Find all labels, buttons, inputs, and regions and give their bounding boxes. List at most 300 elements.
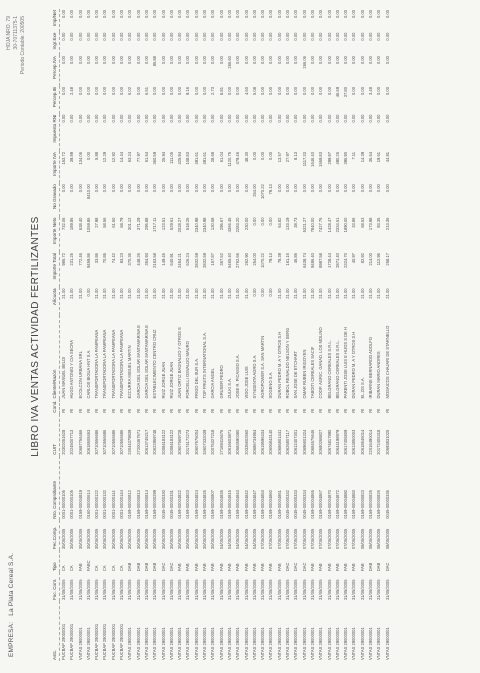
table-cell: 0.00 [285,114,291,123]
table-cell: 0159-00004822 [177,490,183,519]
table-cell: 367.52 [218,253,224,266]
table-cell: 0.00 [202,56,208,65]
table-cell: 04/05/2005 [218,528,224,550]
table-cell: 28.68 [210,152,216,163]
table-cell: 0.00 [135,32,141,41]
table-cell: 30/05/2005 [160,528,166,550]
table-cell: 04/05/2005 [226,528,232,550]
table-cell: 44.81 [384,152,390,163]
table-cell: 0.00 [235,32,241,41]
table-cell: 0.00 [243,56,249,65]
table-cell: 21.00 [276,288,282,299]
table-cell: 82.92 [359,253,365,264]
table-cell: 2832.59 [193,253,199,268]
table-row [101,9,109,661]
table-cell: 0.00 [102,114,108,123]
table-cell: 21.00 [127,288,133,299]
table-cell: VNTAS 29000001 [318,627,324,660]
table-cell: 0.00 [276,87,282,95]
table-cell: 30/05/2005 [193,528,199,550]
table-cell: 31/05/2005 [77,579,83,600]
table-cell: 0.00 [251,217,257,226]
table-cell: 0001-00000122 [94,490,100,519]
table-cell: 448.26 [135,253,141,266]
table-cell: CA [94,565,100,572]
table-cell: 0.00 [168,56,174,65]
table-cell: 30/05/2005 [210,528,216,550]
table-cell: DAB [143,562,149,572]
table-cell: 213.36 [384,217,390,231]
table-cell: 27169415676 [218,429,224,455]
company-label: EMPRESA: [8,621,15,657]
table-cell: 0.00 [301,32,307,41]
table-cell: 364.93 [143,253,149,266]
table-cell: 0.00 [210,184,216,193]
table-cell: VNTAS 29000001 [85,627,91,660]
column-header: Fec.Comp. [52,520,60,550]
table-cell: 0.00 [152,184,158,193]
table-cell: 2.48 [69,87,75,95]
table-cell: 0.00 [343,56,349,65]
table-cell: 27.97 [285,152,291,163]
table-row [334,9,342,661]
table-cell: 0.00 [384,32,390,41]
table-cell: RI [143,408,149,413]
table-cell: 0159-00000299 [152,490,158,519]
table-cell: 123.51 [160,217,166,231]
table-cell: 0.00 [135,114,141,123]
table-row [93,9,101,661]
table-cell: 21.00 [202,288,208,299]
table-cell: 5321.27 [301,217,307,233]
table-cell: 0.00 [185,184,191,193]
table-cell: FAB [226,563,232,572]
table-cell: 0159-00000807 [210,490,216,519]
table-cell: 39.89 [69,152,75,163]
table-cell: 31/05/2005 [110,579,116,600]
table-row [259,9,267,661]
table-cell: 21.00 [185,288,191,299]
table-cell: 0.00 [359,10,365,18]
table-row [209,9,217,661]
table-cell: VNTAS 29000001 [243,627,249,660]
table-cell: 30696601324 [301,429,307,455]
table-cell: RI [218,408,224,413]
table-cell: 31/05/2005 [160,579,166,600]
table-row [135,9,143,661]
table-cell: DAC [384,562,390,572]
table-cell: 61.50 [110,217,116,228]
table-cell: 0.00 [85,114,91,123]
table-cell: 31/05/2005 [102,579,108,600]
table-cell: PORCELLI OSVALDO MAURO [185,341,191,399]
table-cell: 0045-00000332 [285,490,291,519]
table-cell: TRANSPORTADORA LA PAMPEANA [94,329,100,399]
table-row [309,9,317,661]
table-cell: 0.00 [293,87,299,95]
table-cell: 0.00 [177,10,183,18]
table-cell: 0.00 [268,10,274,18]
table-cell: 07/05/2005 [276,528,282,550]
table-cell: 0.00 [226,184,232,193]
table-cell: CA [119,565,125,572]
table-cell: 0.00 [61,184,66,193]
table-cell: 371.29 [135,217,141,231]
column-header: Ingr.Exe [52,32,60,55]
table-cell: 08/05/2005 [384,528,390,550]
table-cell: VNTAS 29000001 [193,627,199,660]
table-cell: DAC [301,562,307,572]
table-cell: 08/05/2005 [367,528,373,550]
table-cell: 58.56 [102,217,108,228]
table-cell: HUGO ANTONIO Y CIA SECRA [69,340,75,399]
table-cell: VNTAS 29000001 [177,627,183,660]
table-cell: 31/05/2005 [235,579,241,600]
table-row [234,9,242,661]
table-cell: 07/05/2005 [334,528,340,550]
table-cell: 0.00 [367,184,373,193]
table-cell: 21.00 [143,288,149,299]
table-cell: 0.00 [61,114,66,123]
table-cell: 31/05/2005 [343,579,349,600]
table-cell: 1728.44 [326,253,332,268]
table-cell: 0.00 [334,184,340,193]
table-cell: VNTAS 29000001 [185,627,191,660]
table-cell: 30710556686 [94,429,100,455]
table-cell: 0159-00004815 [226,490,232,519]
company-name: La Plata Cereal S.A. [8,552,15,616]
table-cell: VNTAS 29000001 [309,627,315,660]
table-cell: RI [202,408,208,413]
table-row [267,9,275,661]
table-cell: RI [69,408,75,413]
table-cell: VNTAS 29000001 [367,627,373,660]
table-cell: 133.19 [285,217,291,231]
table-cell: 0.00 [326,10,332,18]
table-cell: 112.96 [376,253,382,266]
table-cell: 0.00 [301,87,307,95]
table-cell: 0.00 [94,32,100,41]
table-cell: EL ZIS S.A. [359,377,365,399]
table-cell: 0.00 [268,152,274,160]
table-cell: 0159-00000823 [359,490,365,519]
table-cell: 2871.40 [334,253,340,268]
table-cell: RI [135,408,141,413]
table-cell: 0.00 [127,56,133,65]
table-cell: 0.00 [202,114,208,123]
table-cell: 0.00 [334,32,340,41]
table-cell: 0.00 [110,87,116,95]
table-cell: 30626807117 [285,429,291,455]
table-cell: 0.00 [61,32,66,41]
table-cell: VNTAS 29000001 [301,627,307,660]
company-line [8,553,15,661]
table-cell: 0.00 [367,114,373,123]
table-cell: FAB [318,563,324,572]
table-cell: 21.00 [351,288,357,299]
table-cell: FAB [77,563,83,572]
table-cell: RI [268,408,274,413]
table-cell: 0.00 [334,10,340,18]
table-cell: 21.00 [376,288,382,299]
table-cell: 0.00 [285,56,291,65]
table-cell: RUIZ JORGE JUAN [168,361,174,399]
table-cell: 0.00 [61,10,66,18]
table-cell: 0.00 [193,184,199,193]
table-cell: 21.00 [359,288,365,299]
table-cell: 0.00 [110,10,116,18]
table-cell: SAN JOSE DE ETCHART [293,351,299,399]
table-cell: 0.00 [218,56,224,65]
table-cell: 31/05/2005 [135,579,141,600]
table-cell: 0.00 [218,10,224,18]
table-cell: 31/05/2005 [168,579,174,600]
table-cell: 0.00 [202,10,208,18]
table-row [68,9,76,661]
table-cell: 0.00 [152,32,158,41]
table-cell: RI [61,408,66,413]
table-cell: 0159-00004823 [185,490,191,519]
table-row [226,9,234,661]
table-cell: 4366.45 [226,217,232,233]
table-row [350,9,358,661]
table-cell: RI [367,408,373,413]
table-cell: 0.00 [293,32,299,41]
table-cell: VNTAS 29000001 [268,627,274,660]
table-cell: RI [102,408,108,413]
table-cell: 0.00 [351,32,357,41]
table-cell: RI [94,408,100,413]
table-cell: 5.08 [251,87,257,95]
table-cell: FAB [359,563,365,572]
table-cell: FAB [326,563,332,572]
table-cell: 370.36 [127,253,133,266]
table-cell: 2340.98 [202,217,208,233]
column-header: Importe IVA [52,151,60,183]
table-cell: 0.00 [318,10,324,18]
table-cell: 30619596434 [260,429,266,455]
table-cell: 07/05/2005 [260,528,266,550]
table-cell: 30613745217 [143,429,149,455]
table-row [118,9,126,661]
table-cell: 0.00 [85,10,91,18]
table-cell: TRANSPORTADORA LA PAMPEANA [110,329,116,399]
table-cell: 0.00 [318,56,324,65]
table-cell: 0.00 [260,217,266,226]
table-cell: 31/05/2005 [285,579,291,600]
table-cell: 07/05/2005 [309,528,315,550]
table-cell: 2762.66 [235,253,241,268]
table-cell: 31/05/2005 [367,579,373,600]
table-cell: 31/05/2005 [202,579,208,600]
table-cell: 425.94 [177,152,183,165]
table-cell: 0.00 [301,184,307,193]
table-cell: 0.00 [152,114,158,123]
table-cell: 0.00 [127,184,133,193]
table-cell: RI [318,408,324,413]
table-cell: 83.23 [119,253,125,264]
table-cell: 0.00 [185,114,191,123]
table-cell: 79.13 [268,253,274,264]
table-cell: ESTABLECIMIENTO CENTRO CRUZ [152,329,158,399]
table-cell: RI [119,408,125,413]
table-cell: 0.00 [135,56,141,65]
table-cell: VNTAS 29000001 [235,627,241,660]
table-cell: 6.51 [143,87,149,95]
table-cell: 0.00 [359,32,365,41]
table-cell: 0.00 [359,56,365,65]
table-cell: 0.00 [309,87,315,95]
column-header: Cliente/Razón [52,315,60,399]
table-cell: 2454.21 [177,253,183,268]
table-cell: 134.06 [77,152,83,165]
table-cell: RI [326,408,332,413]
table-cell: 360.59 [152,152,158,165]
table-cell: 0.00 [376,184,382,193]
column-header: Impuesto RNI [52,114,60,151]
table-cell: 0.00 [226,10,232,18]
table-cell: 85.88 [152,56,158,67]
table-cell: 732.06 [61,217,66,231]
table-cell: 0.00 [351,56,357,65]
table-cell: 0.00 [177,184,183,193]
table-cell: 0.00 [160,184,166,193]
table-cell: 8987.58 [318,253,324,268]
table-cell: 0.00 [276,10,282,18]
column-header: Astc. [52,601,60,661]
table-cell: 0.00 [143,32,149,41]
table-cell: 490.25 [334,152,340,165]
table-cell: 0.00 [143,114,149,123]
table-cell: 0.00 [243,184,249,193]
table-cell: 0.00 [309,184,315,193]
table-cell: 0.00 [210,114,216,123]
table-cell: 21.00 [285,288,291,299]
table-cell: 0.00 [251,114,257,123]
table-cell: 0159-00004860 [268,490,274,519]
table-cell: BELGRANO CEREALES S.R.L. [334,340,340,399]
accounting-period: Periodo Contable: 200505 [20,16,26,75]
table-cell: SOGENO S.A. [268,371,274,399]
table-cell: RUIZ JORGE JUAN [160,361,166,399]
table-cell: 20245007713 [69,429,75,455]
table-cell: VNTAS 29000001 [351,627,357,660]
column-header: Importe Total [52,252,60,287]
table-cell: 0.00 [85,288,91,297]
table-row [317,9,325,661]
table-cell: 31/05/2005 [152,579,158,600]
table-cell: 0.00 [85,32,91,41]
table-cell: VNTAS 29000001 [376,627,382,660]
table-row [276,9,284,661]
table-cell: 30583590380 [235,429,241,455]
table-cell: 1717.11 [152,217,158,233]
table-cell: 14.44 [119,152,125,163]
column-header: Percep.IB [52,86,60,114]
table-cell: 20174172273 [185,429,191,455]
table-cell: 0.00 [318,184,324,193]
table-cell: 0.00 [260,32,266,41]
table-cell: 21.00 [293,288,299,299]
table-cell: OMAR RUBEN IRIGOYEN [301,349,307,399]
table-cell: 0.00 [210,32,216,41]
table-row [126,9,134,661]
table-cell: 4.60 [243,87,249,95]
table-cell: 0.00 [102,56,108,65]
table-cell: 31/05/2005 [127,579,133,600]
table-cell: 31/05/2005 [177,579,183,600]
table-cell: 30613850003 [351,429,357,455]
table-cell: 31/05/2005 [85,579,91,600]
table-cell: 0.00 [61,56,66,65]
table-cell: 0.00 [293,184,299,193]
table-cell: 0.00 [102,10,108,18]
table-cell: 2283.20 [235,217,241,233]
table-cell: 0.00 [177,32,183,41]
table-cell: 31/05/2005 [326,579,332,600]
table-cell: 31/05/2005 [376,579,382,600]
table-cell: VNTAS 29000001 [77,627,83,660]
table-cell: 30612407301 [293,429,299,455]
table-cell: 31/05/2005 [193,579,199,600]
table-cell: 31/05/2005 [61,579,66,600]
table-cell: 31/05/2005 [318,579,324,600]
table-cell: 0159-00004835 [218,490,224,519]
table-cell: GRUSER PEDRO [218,365,224,399]
table-cell: TRANSPORTADORA LA PAMPEANA [102,329,108,399]
table-cell: 30/05/2005 [127,528,133,550]
table-cell: 258.17 [384,253,390,266]
table-cell: VNTAS 29000001 [359,627,365,660]
table-cell: 30/05/2005 [168,528,174,550]
table-cell: 1070.22 [260,253,266,268]
table-row [367,9,375,661]
table-cell: 0.00 [376,87,382,95]
table-cell: 07/05/2005 [318,528,324,550]
table-cell: 30593831025 [384,429,390,455]
table-cell: 0.00 [318,87,324,95]
table-cell: 0.00 [160,32,166,41]
table-cell: 31/05/2005 [210,579,216,600]
table-cell: 0.00 [94,10,100,18]
table-cell: RI [168,408,174,413]
table-cell: 07/05/2005 [293,528,299,550]
table-cell: 0.00 [210,56,216,65]
table-cell: 0.00 [334,56,340,65]
table-cell: 0159-00004870 [326,490,332,519]
table-cell: 78.39 [276,253,282,264]
table-cell: 0.00 [94,114,100,123]
table-cell: 0.00 [127,32,133,41]
table-cell: 0.00 [85,56,91,65]
table-cell: VNTAS 29000001 [260,627,266,660]
table-cell: EZCURRA MIGUEL MARTIN [127,345,133,399]
table-cell: 21.00 [69,288,75,299]
table-cell: RI [276,408,282,413]
table-cell: 25.94 [160,152,166,163]
table-cell: 30/05/2005 [119,528,125,550]
table-cell: 31/05/2005 [251,579,257,600]
table-cell: VNTAS 29000001 [160,627,166,660]
table-cell: 0.00 [168,87,174,95]
table-cell: 0.00 [351,114,357,123]
table-cell: 9459.86 [85,253,91,268]
table-cell: RI [127,408,133,413]
table-cell: 0159-00004843 [235,490,241,519]
table-cell: 0.00 [110,32,116,41]
table-cell: 0.00 [318,32,324,41]
table-cell: RI [359,408,365,413]
